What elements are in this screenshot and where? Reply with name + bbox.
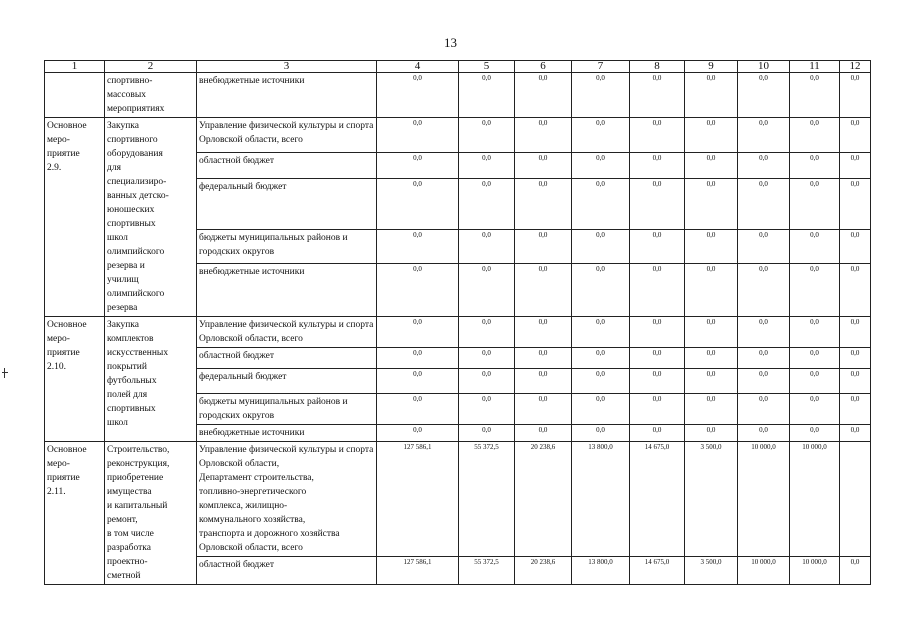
value-cell-col-4: 0,0 (377, 369, 459, 394)
value-cell-col-12: 0,0 (840, 348, 871, 369)
value-cell-col-11: 0,0 (790, 118, 840, 153)
value-cell-col-6: 0,0 (515, 152, 572, 179)
funding-source-cell: Управление физической культуры и спорта Орловской области, всего (197, 317, 377, 348)
value-cell-col-9: 0,0 (685, 369, 738, 394)
value-cell-col-10: 0,0 (738, 118, 790, 153)
value-cell-col-10: 0,0 (738, 394, 790, 425)
value-cell-col-12: 0,0 (840, 152, 871, 179)
funding-source-cell: внебюджетные источники (197, 264, 377, 317)
value-cell-col-7: 0,0 (572, 118, 630, 153)
column-header-2: 2 (105, 61, 197, 73)
header-row (45, 61, 871, 73)
value-cell-col-9: 0,0 (685, 264, 738, 317)
value-cell-col-5: 0,0 (459, 73, 515, 118)
value-cell-col-4: 0,0 (377, 317, 459, 348)
value-cell-col-9: 0,0 (685, 152, 738, 179)
activity-cell: Основное меро- приятие 2.11. (45, 442, 105, 585)
value-cell-col-12 (840, 442, 871, 557)
value-cell-col-9: 0,0 (685, 425, 738, 442)
value-cell-col-4: 0,0 (377, 152, 459, 179)
value-cell-col-12: 0,0 (840, 118, 871, 153)
value-cell-col-9: 0,0 (685, 229, 738, 264)
activity-cell: Основное меро- приятие 2.10. (45, 317, 105, 442)
value-cell-col-6: 0,0 (515, 264, 572, 317)
value-cell-col-10: 0,0 (738, 317, 790, 348)
column-header-5: 5 (459, 61, 515, 73)
table-row (45, 73, 871, 118)
value-cell-col-12: 0,0 (840, 394, 871, 425)
value-cell-col-5: 0,0 (459, 425, 515, 442)
value-cell-col-4: 0,0 (377, 118, 459, 153)
column-header-12: 12 (840, 61, 871, 73)
activity-description-cell: Закупка комплектов искусственных покрытий футбольных полей для спортивных школ (105, 317, 197, 442)
value-cell-col-12: 0,0 (840, 369, 871, 394)
activity-cell: Основное меро- приятие 2.9. (45, 118, 105, 317)
funding-source-cell: внебюджетные источники (197, 73, 377, 118)
value-cell-col-12: 0,0 (840, 425, 871, 442)
funding-source-cell: бюджеты муниципальных районов и городских округов (197, 229, 377, 264)
value-cell-col-5: 0,0 (459, 369, 515, 394)
value-cell-col-4: 0,0 (377, 73, 459, 118)
value-cell-col-11: 0,0 (790, 425, 840, 442)
value-cell-col-7: 0,0 (572, 264, 630, 317)
value-cell-col-5: 0,0 (459, 264, 515, 317)
value-cell-col-11: 10 000,0 (790, 442, 840, 557)
value-cell-col-9: 3 500,0 (685, 442, 738, 557)
value-cell-col-4: 0,0 (377, 394, 459, 425)
funding-source-cell: Управление физической культуры и спорта Орловской области, Департамент строительства, топливно-энергетического комплекса, жилищно- коммунального хозяйства, транспорта и дорожного хозяйства Орловской области, всего (197, 442, 377, 557)
value-cell-col-12: 0,0 (840, 264, 871, 317)
value-cell-col-5: 0,0 (459, 317, 515, 348)
value-cell-col-11: 0,0 (790, 317, 840, 348)
budget-table (44, 60, 871, 585)
value-cell-col-12: 0,0 (840, 557, 871, 585)
value-cell-col-9: 0,0 (685, 73, 738, 118)
value-cell-col-11: 0,0 (790, 152, 840, 179)
table-row (45, 118, 871, 153)
value-cell-col-6: 0,0 (515, 348, 572, 369)
value-cell-col-8: 0,0 (630, 394, 685, 425)
value-cell-col-4: 0,0 (377, 348, 459, 369)
value-cell-col-5: 0,0 (459, 152, 515, 179)
value-cell-col-6: 0,0 (515, 118, 572, 153)
value-cell-col-7: 0,0 (572, 394, 630, 425)
value-cell-col-11: 0,0 (790, 348, 840, 369)
value-cell-col-10: 10 000,0 (738, 557, 790, 585)
value-cell-col-12: 0,0 (840, 229, 871, 264)
value-cell-col-8: 0,0 (630, 73, 685, 118)
funding-source-cell: федеральный бюджет (197, 369, 377, 394)
activity-description-cell: спортивно- массовых мероприятиях (105, 73, 197, 118)
column-header-3: 3 (197, 61, 377, 73)
value-cell-col-8: 0,0 (630, 348, 685, 369)
value-cell-col-10: 0,0 (738, 229, 790, 264)
value-cell-col-4: 0,0 (377, 264, 459, 317)
funding-source-cell: внебюджетные источники (197, 425, 377, 442)
value-cell-col-8: 0,0 (630, 425, 685, 442)
column-header-8: 8 (630, 61, 685, 73)
value-cell-col-6: 0,0 (515, 425, 572, 442)
column-header-4: 4 (377, 61, 459, 73)
value-cell-col-11: 0,0 (790, 179, 840, 229)
column-header-11: 11 (790, 61, 840, 73)
value-cell-col-8: 0,0 (630, 179, 685, 229)
column-header-7: 7 (572, 61, 630, 73)
value-cell-col-6: 0,0 (515, 394, 572, 425)
value-cell-col-6: 20 238,6 (515, 557, 572, 585)
value-cell-col-6: 0,0 (515, 229, 572, 264)
value-cell-col-10: 0,0 (738, 73, 790, 118)
funding-source-cell: федеральный бюджет (197, 179, 377, 229)
table-row (45, 317, 871, 348)
value-cell-col-5: 55 372,5 (459, 442, 515, 557)
value-cell-col-5: 0,0 (459, 229, 515, 264)
value-cell-col-7: 0,0 (572, 73, 630, 118)
funding-source-cell: областной бюджет (197, 152, 377, 179)
column-header-6: 6 (515, 61, 572, 73)
value-cell-col-11: 0,0 (790, 369, 840, 394)
value-cell-col-9: 0,0 (685, 179, 738, 229)
value-cell-col-4: 0,0 (377, 179, 459, 229)
value-cell-col-10: 0,0 (738, 369, 790, 394)
value-cell-col-5: 0,0 (459, 348, 515, 369)
column-header-10: 10 (738, 61, 790, 73)
value-cell-col-6: 0,0 (515, 317, 572, 348)
value-cell-col-8: 0,0 (630, 229, 685, 264)
activity-description-cell: Закупка спортивного оборудования для специализиро- ванных детско- юношеских спортивных школ олимпийского резерва и училищ олимпийского резерва (105, 118, 197, 317)
value-cell-col-5: 0,0 (459, 179, 515, 229)
value-cell-col-7: 0,0 (572, 348, 630, 369)
value-cell-col-7: 13 800,0 (572, 442, 630, 557)
value-cell-col-12: 0,0 (840, 179, 871, 229)
margin-mark (2, 372, 8, 373)
value-cell-col-7: 0,0 (572, 179, 630, 229)
value-cell-col-7: 0,0 (572, 152, 630, 179)
column-header-9: 9 (685, 61, 738, 73)
value-cell-col-11: 0,0 (790, 394, 840, 425)
value-cell-col-10: 0,0 (738, 425, 790, 442)
value-cell-col-10: 0,0 (738, 264, 790, 317)
funding-source-cell: областной бюджет (197, 348, 377, 369)
value-cell-col-5: 0,0 (459, 118, 515, 153)
value-cell-col-7: 0,0 (572, 425, 630, 442)
value-cell-col-5: 55 372,5 (459, 557, 515, 585)
value-cell-col-10: 0,0 (738, 348, 790, 369)
margin-mark-vertical (4, 368, 5, 378)
value-cell-col-11: 0,0 (790, 229, 840, 264)
value-cell-col-10: 10 000,0 (738, 442, 790, 557)
value-cell-col-9: 0,0 (685, 394, 738, 425)
table-row (45, 442, 871, 557)
column-header-1: 1 (45, 61, 105, 73)
value-cell-col-11: 0,0 (790, 73, 840, 118)
value-cell-col-7: 0,0 (572, 369, 630, 394)
page-number: 13 (444, 35, 457, 50)
value-cell-col-12: 0,0 (840, 73, 871, 118)
activity-cell (45, 73, 105, 118)
activity-description-cell: Строительство, реконструкция, приобретение имущества и капитальный ремонт, в том числе разработка проектно- сметной (105, 442, 197, 585)
value-cell-col-8: 14 675,0 (630, 442, 685, 557)
value-cell-col-11: 10 000,0 (790, 557, 840, 585)
value-cell-col-7: 13 800,0 (572, 557, 630, 585)
value-cell-col-6: 0,0 (515, 369, 572, 394)
value-cell-col-8: 0,0 (630, 152, 685, 179)
funding-source-cell: областной бюджет (197, 557, 377, 585)
value-cell-col-12: 0,0 (840, 317, 871, 348)
value-cell-col-10: 0,0 (738, 152, 790, 179)
value-cell-col-4: 127 586,1 (377, 557, 459, 585)
value-cell-col-8: 0,0 (630, 118, 685, 153)
value-cell-col-4: 0,0 (377, 229, 459, 264)
funding-source-cell: Управление физической культуры и спорта Орловской области, всего (197, 118, 377, 153)
value-cell-col-8: 0,0 (630, 369, 685, 394)
value-cell-col-5: 0,0 (459, 394, 515, 425)
value-cell-col-10: 0,0 (738, 179, 790, 229)
value-cell-col-9: 3 500,0 (685, 557, 738, 585)
value-cell-col-9: 0,0 (685, 118, 738, 153)
value-cell-col-8: 0,0 (630, 317, 685, 348)
value-cell-col-9: 0,0 (685, 348, 738, 369)
value-cell-col-8: 14 675,0 (630, 557, 685, 585)
value-cell-col-6: 0,0 (515, 73, 572, 118)
value-cell-col-7: 0,0 (572, 317, 630, 348)
value-cell-col-6: 0,0 (515, 179, 572, 229)
value-cell-col-9: 0,0 (685, 317, 738, 348)
value-cell-col-4: 127 586,1 (377, 442, 459, 557)
value-cell-col-6: 20 238,6 (515, 442, 572, 557)
funding-source-cell: бюджеты муниципальных районов и городских округов (197, 394, 377, 425)
value-cell-col-7: 0,0 (572, 229, 630, 264)
value-cell-col-4: 0,0 (377, 425, 459, 442)
value-cell-col-11: 0,0 (790, 264, 840, 317)
value-cell-col-8: 0,0 (630, 264, 685, 317)
